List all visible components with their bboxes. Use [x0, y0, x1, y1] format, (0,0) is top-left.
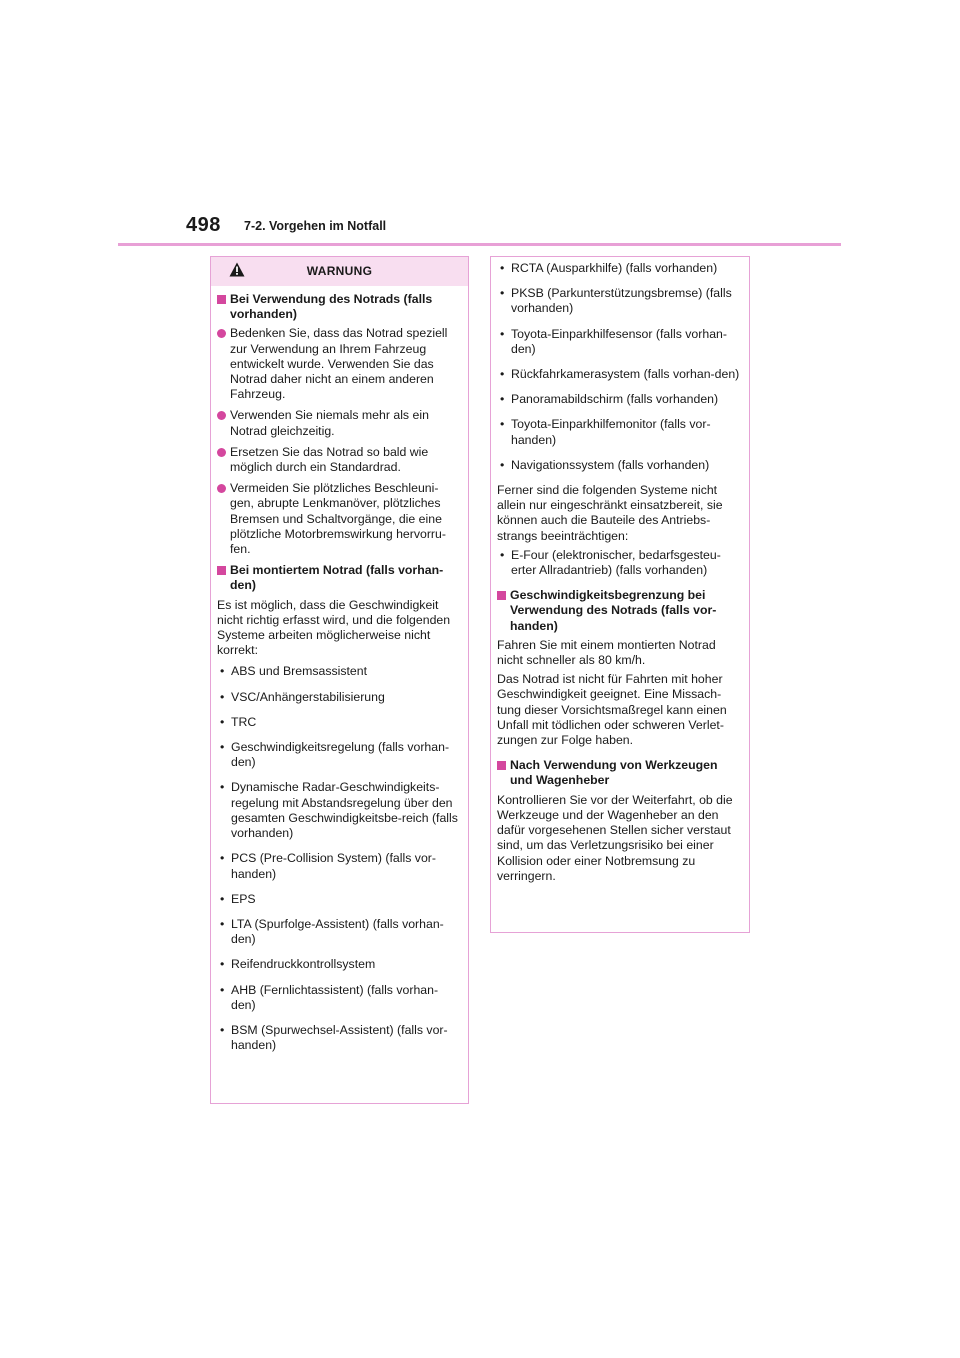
list-item-text: PCS (Pre-Collision System) (falls vor-handen)	[231, 851, 436, 881]
list-item	[217, 917, 462, 947]
list-item	[217, 957, 462, 972]
bullet-mark: •	[220, 982, 225, 997]
list-item-text: AHB (Fernlichtassistent) (falls vorhan-den)	[231, 982, 439, 1012]
list-item-text: Geschwindigkeitsregelung (falls vorhan-den)	[231, 740, 450, 770]
list-item	[217, 780, 462, 841]
list-item-text: Rückfahrkamerasystem (falls vorhan-den)	[511, 367, 740, 382]
list-item-text: Toyota-Einparkhilfesensor (falls vorhan-den)	[511, 326, 727, 356]
circle-bullet-icon	[217, 484, 226, 493]
paragraph: Fahren Sie mit einem montierten Notrad nicht schneller als 80 km/h.	[497, 637, 716, 668]
list-item-text: E-Four (elektronischer, bedarfsgesteu-erter Allradantrieb) (falls vorhanden)	[511, 547, 721, 578]
section-heading	[497, 588, 743, 634]
list-item-text: Verwenden Sie niemals mehr als ein Notrad gleichzeitig.	[230, 408, 429, 438]
square-bullet-icon	[217, 566, 226, 575]
bullet-mark: •	[500, 392, 505, 407]
bullet-mark: •	[220, 664, 225, 679]
warning-header	[211, 257, 468, 286]
warning-content-left	[211, 286, 468, 1053]
list-item	[217, 851, 462, 881]
section-heading	[497, 758, 743, 788]
list-item-text: RCTA (Ausparkhilfe) (falls vorhanden)	[511, 261, 718, 275]
section-heading	[217, 563, 462, 593]
paragraph: Kontrollieren Sie vor der Weiterfahrt, ob die Werkzeuge und der Wagenheber an den dafür vorgesehenen Stellen sicher verstaut sind, um das Verletzungsrisiko bei einer Kollision oder einer Notbremsung zu verringern.	[497, 792, 733, 883]
bullet-mark: •	[500, 367, 505, 382]
list-item	[217, 740, 462, 770]
paragraph: Es ist möglich, dass die Geschwindigkeit nicht richtig erfasst wird, und die folgenden Systeme arbeiten möglicherweise nicht korrekt:	[217, 597, 451, 658]
list-item	[217, 715, 462, 730]
list-item-text: Panoramabildschirm (falls vorhanden)	[511, 392, 719, 407]
section-heading-text: Geschwindigkeitsbegrenzung bei Verwendung des Notrads (falls vor-handen)	[510, 588, 717, 633]
list-item	[217, 983, 462, 1013]
list-item	[497, 327, 743, 357]
list-item	[497, 458, 743, 473]
paragraph: Das Notrad ist nicht für Fahrten mit hoher Geschwindigkeit geeignet. Eine Missach-tung dieser Vorsichtsmaßregel kann einen Unfall mit tödlichen oder schweren Verlet-zungen zur Folge haben.	[497, 672, 727, 748]
list-item	[497, 548, 743, 578]
list-item-text: LTA (Spurfolge-Assistent) (falls vorhan-den)	[231, 916, 444, 947]
bullet-mark: •	[220, 891, 225, 906]
section-title: 7-2. Vorgehen im Notfall	[244, 219, 387, 233]
bullet-mark: •	[220, 780, 225, 795]
warning-box-left	[210, 256, 469, 1104]
list-item	[217, 664, 462, 679]
page-number: 498	[186, 214, 221, 236]
section-heading	[217, 292, 462, 322]
warning-triangle-icon	[229, 262, 245, 277]
warning-box-right	[490, 256, 750, 933]
list-item	[217, 408, 462, 438]
list-item	[497, 367, 743, 382]
bullet-mark: •	[220, 689, 225, 704]
list-item-text: ABS und Bremsassistent	[231, 664, 368, 679]
circle-bullet-icon	[217, 329, 226, 338]
bullet-mark: •	[220, 740, 225, 755]
bullet-mark: •	[500, 457, 505, 472]
list-item-text: Dynamische Radar-Geschwindigkeits-regelung mit Abstandsregelung über den gesamten Geschwindigkeitsbe-reich (falls vorhanden)	[231, 780, 458, 841]
list-item-text: Bedenken Sie, dass das Notrad speziell zur Verwendung an Ihrem Fahrzeug entwickelt wurde. Verwenden Sie das Notrad daher nicht an einem anderen Fahrzeug.	[230, 326, 448, 402]
bullet-mark: •	[500, 417, 505, 432]
list-item-text: Toyota-Einparkhilfemonitor (falls vor-handen)	[511, 417, 711, 447]
section-heading-text: Bei montiertem Notrad (falls vorhan-den)	[230, 563, 444, 593]
list-item-text: Vermeiden Sie plötzliches Beschleuni-gen, abrupte Lenkmanöver, plötzliches Bremsen und Schaltvorgänge, die eine plötzliche Motorbremswirkung hervorru-fen.	[230, 481, 446, 557]
circle-bullet-icon	[217, 411, 226, 420]
list-item	[217, 445, 462, 475]
list-item-text: VSC/Anhängerstabilisierung	[231, 689, 385, 704]
section-heading-text: Bei Verwendung des Notrads (falls vorhanden)	[230, 292, 433, 322]
list-item-text: Reifendruckkontrollsystem	[231, 957, 376, 972]
bullet-mark: •	[220, 714, 225, 729]
bullet-mark: •	[500, 286, 505, 301]
list-item-text: Navigationssystem (falls vorhanden)	[511, 457, 710, 472]
list-item-text: EPS	[231, 891, 256, 906]
bullet-mark: •	[220, 1022, 225, 1037]
circle-bullet-icon	[217, 448, 226, 457]
list-item-text: TRC	[231, 714, 257, 729]
list-item	[497, 261, 743, 276]
square-bullet-icon	[217, 295, 226, 304]
list-item	[497, 286, 743, 316]
warning-content-right	[491, 257, 749, 884]
section-heading-text: Nach Verwendung von Werkzeugen und Wagenheber	[510, 758, 718, 788]
bullet-mark: •	[500, 547, 505, 562]
list-item	[217, 690, 462, 705]
list-item-text: Ersetzen Sie das Notrad so bald wie möglich durch ein Standardrad.	[230, 444, 429, 475]
list-item	[497, 392, 743, 407]
bullet-mark: •	[500, 261, 505, 275]
bullet-mark: •	[220, 851, 225, 866]
paragraph: Ferner sind die folgenden Systeme nicht allein nur eingeschränkt einsatzbereit, sie können auch die Bauteile des Antriebs-strangs beeinträchtigen:	[497, 483, 723, 543]
list-item	[217, 892, 462, 907]
list-item	[217, 481, 462, 557]
square-bullet-icon	[497, 761, 506, 770]
list-item	[217, 326, 462, 402]
list-item	[217, 1023, 462, 1053]
header-rule	[118, 243, 841, 246]
bullet-mark: •	[220, 957, 225, 972]
bullet-mark: •	[500, 326, 505, 341]
list-item-text: PKSB (Parkunterstützungsbremse) (falls vorhanden)	[511, 286, 732, 316]
bullet-mark: •	[220, 916, 225, 931]
warning-title: WARNUNG	[306, 263, 373, 278]
square-bullet-icon	[497, 591, 506, 600]
list-item-text: BSM (Spurwechsel-Assistent) (falls vor-handen)	[231, 1022, 448, 1053]
list-item	[497, 417, 743, 447]
